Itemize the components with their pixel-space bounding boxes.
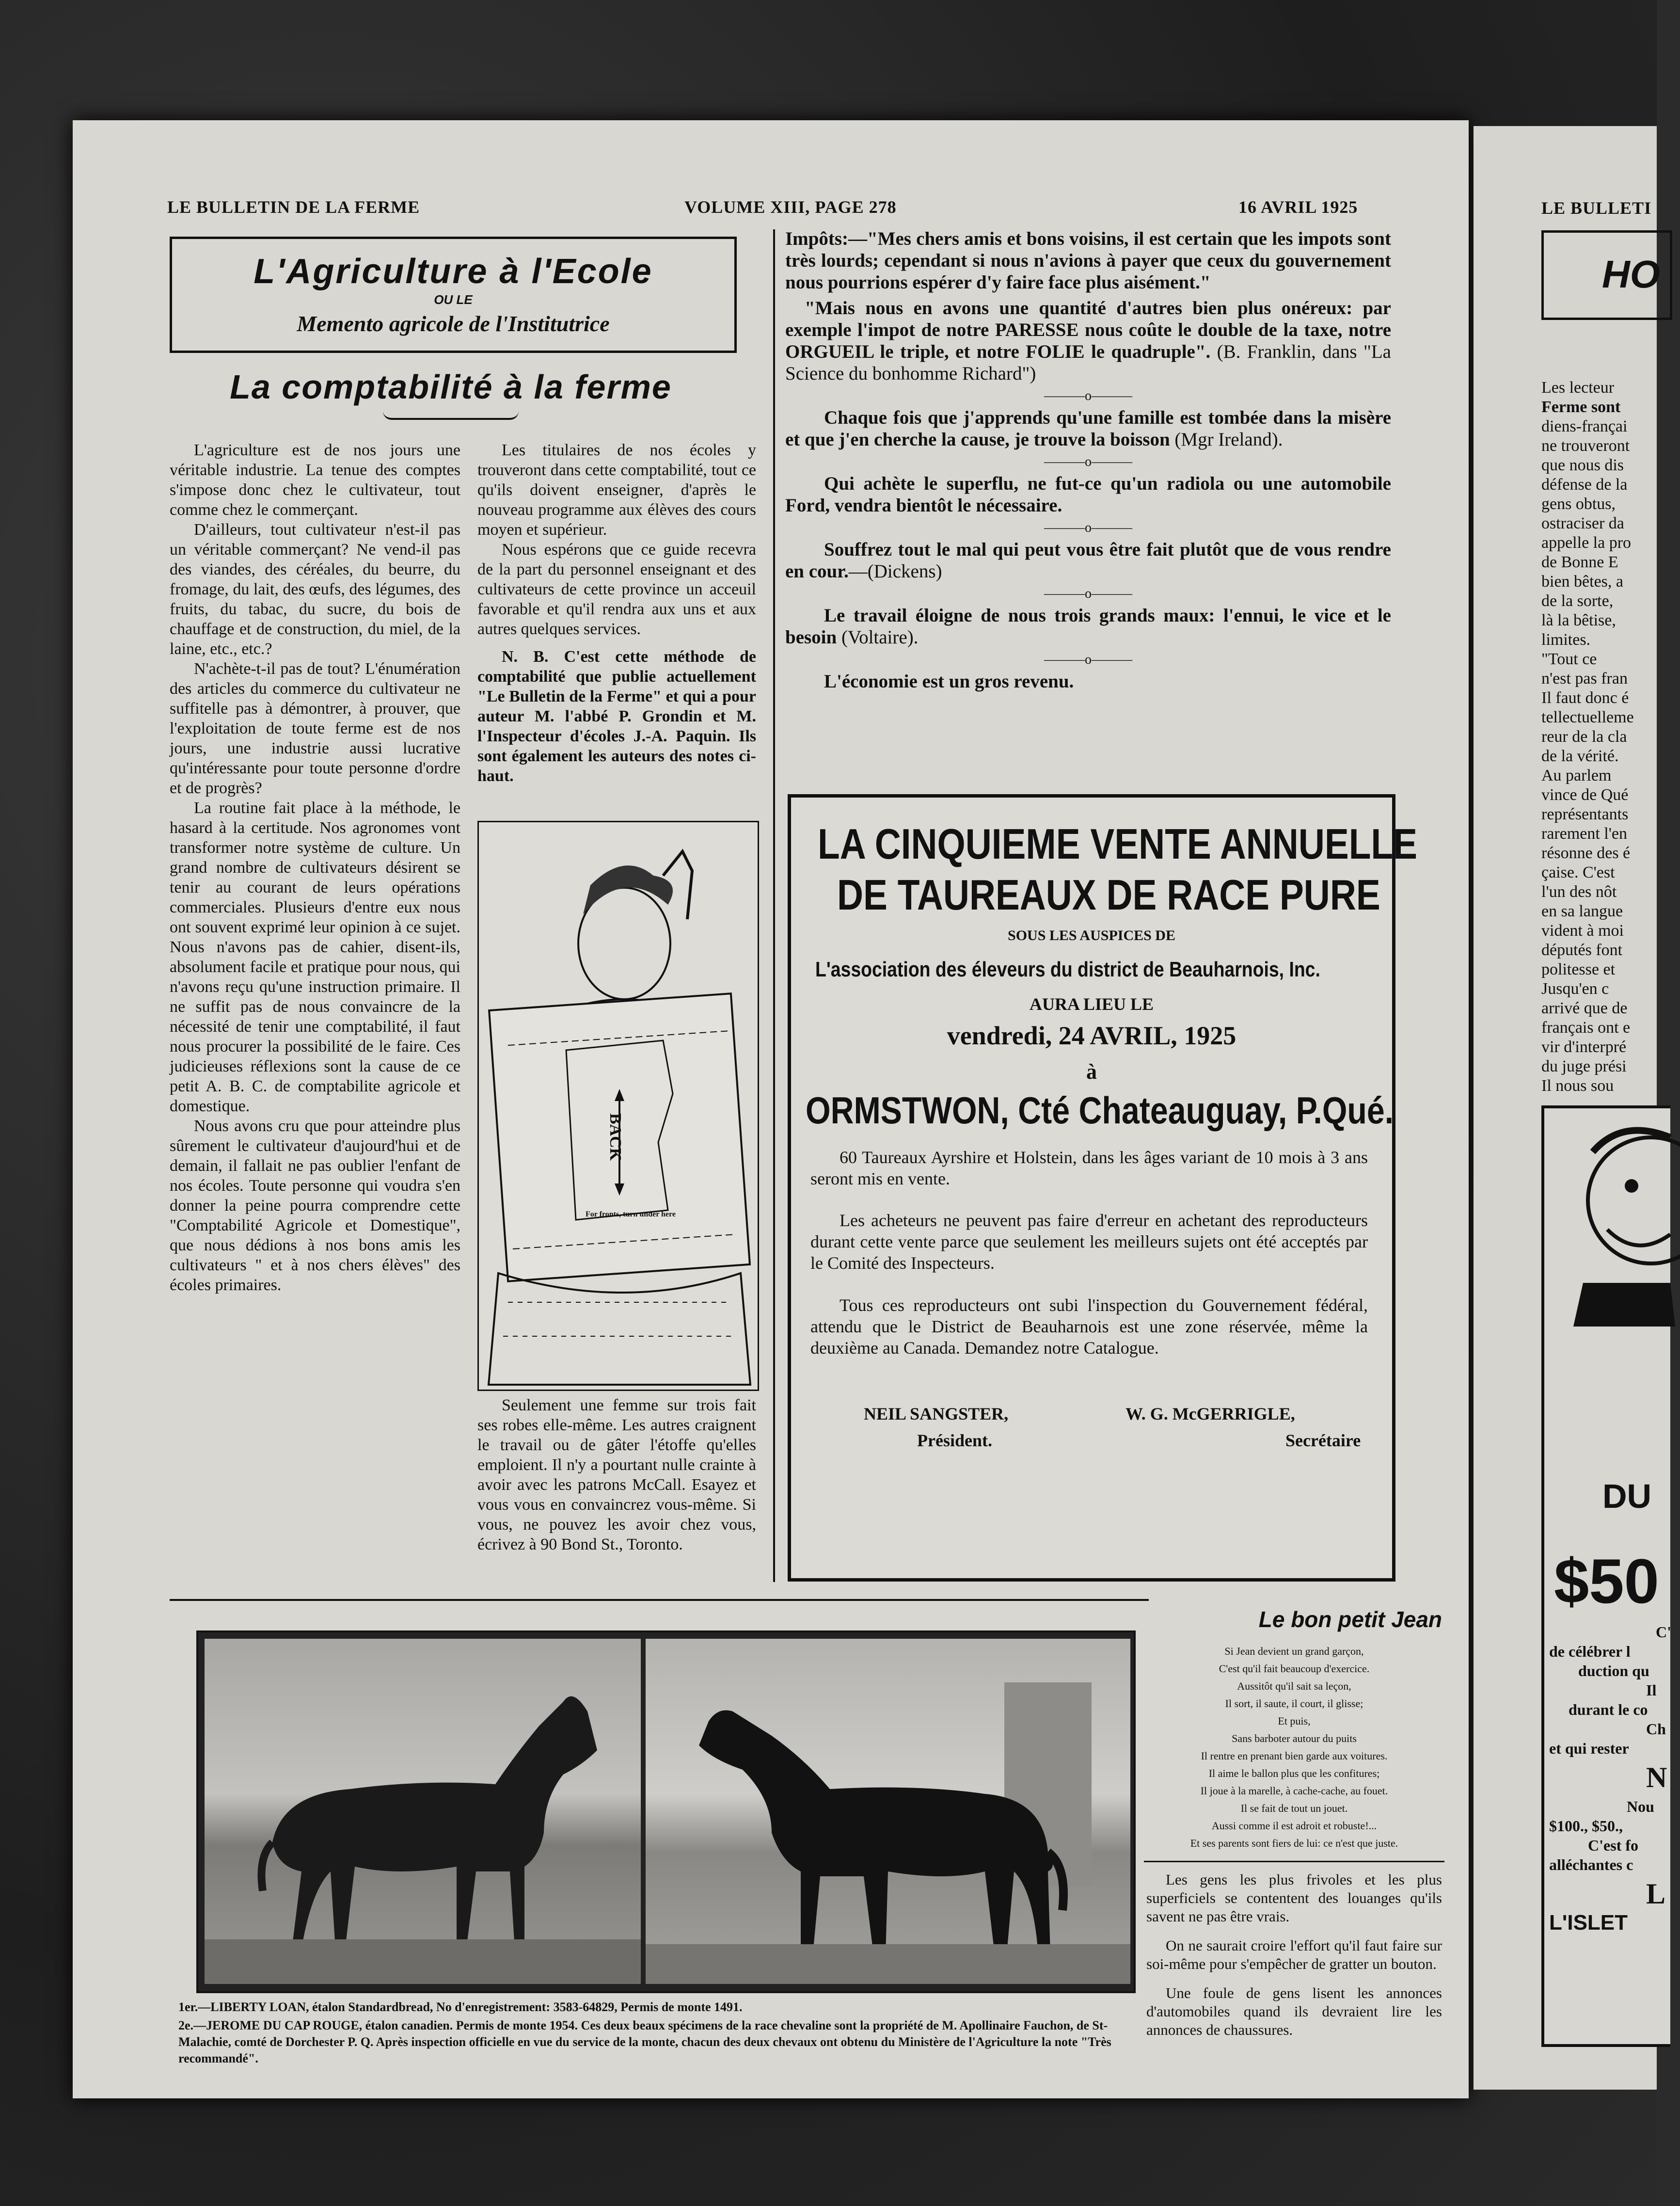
text-line: Nou — [1627, 1798, 1654, 1815]
horse-icon — [205, 1639, 641, 1984]
text-line: C' — [1656, 1623, 1671, 1641]
text-line: tellectuelleme — [1541, 708, 1634, 726]
text-line: de célébrer l — [1549, 1643, 1631, 1660]
text-line: du juge prési — [1541, 1057, 1627, 1075]
paragraph: N'achète-t-il pas de tout? L'énumération des articles du commerce du cultivateur ne suffitelle pas à démontrer, à prouver, que l'exploitation de toute ferme est de nos jours, une industrie aussi lucrative qu'intéressante pour toute personne d'ordre et de progrès? — [170, 660, 460, 797]
text-line: de Bonne E — [1541, 553, 1618, 571]
text-line: Au parlem — [1541, 767, 1612, 784]
text-line: en sa langue — [1541, 902, 1623, 920]
section-title: L'Agriculture à l'Ecole — [254, 252, 653, 291]
quote-5 — [785, 539, 1391, 582]
photo-caption-2: 2e.—JEROME DU CAP ROUGE, étalon canadien. Permis de monte 1954. Ces deux beaux spécimens de la race chevaline sont la propriété de M. Apollinaire Fauchon, de St-Malachie, comté de Dorchester P. Q. Après inspection officielle en vue du service de la monte, chacun des deux chevaux ont obtenu du Ministère de l'Agriculture la note "Très recommandé". — [178, 2018, 1111, 2065]
ad-aura-lieu: AURA LIEU LE — [1029, 994, 1154, 1014]
text-line: C'est fo — [1588, 1837, 1638, 1854]
text-line: Ch — [1646, 1720, 1666, 1738]
quote-6 — [785, 605, 1391, 648]
pattern-back-label: BACK — [606, 1113, 624, 1161]
poem-body — [1144, 1643, 1444, 1852]
paragraph: Nous espérons que ce guide recevra de la part du personnel enseignant et des cultivateurs de cette province un acceuil favorable et qu'il rendra aux uns et aux autres quelques services. — [477, 541, 756, 638]
title-ornament — [383, 411, 519, 420]
text-line: vident à moi — [1541, 922, 1624, 940]
paragraph: La routine fait place à la méthode, le hasard à la certitude. Nos agronomes vont transformer notre système de culture. Un grand nombre de cultivateurs désirent se tenir au courant de leurs opérations commerciales. Plusieurs d'entre eux nous ont souvent exprimé leur opinion à ce sujet. Nous n'avons pas de cahier, disent-ils, absolument facile et pratique pour nous, qui n'avons reçu qu'une instruction primaire. Il ne suffit pas de nous convaincre de la nécessité de tenir une comptabilité, il faut nous procurer la possibilité de le faire. Ces judicieuses réflexions sont la cause de ce petit A. B. C. de comptabilite agricole et domestique. — [170, 799, 460, 1115]
adjacent-ad — [1541, 1105, 1670, 2047]
quote-4 — [785, 473, 1391, 516]
text-line: bien bêtes, a — [1541, 573, 1623, 591]
ad-para-1: 60 Taureaux Ayrshire et Holstein, dans les âges variant de 10 mois à 3 ans seront mis en vente. — [810, 1148, 1368, 1188]
article-title: La comptabilité à la ferme — [230, 368, 672, 406]
poem-line: Aussi comme il est adroit et robuste!... — [1211, 1820, 1377, 1832]
text-line: L'ISLET — [1549, 1911, 1628, 1934]
text-line: que nous dis — [1541, 456, 1624, 474]
maxim: Les gens les plus frivoles et les plus superficiels se contentent des louanges qu'ils savent ne pas être vrais. — [1146, 1871, 1442, 1925]
text-line: Il faut donc é — [1541, 689, 1629, 707]
text-line: Il — [1646, 1681, 1657, 1699]
horse-icon — [646, 1639, 1130, 1984]
ad-signature-president-name: NEIL SANGSTER, — [864, 1404, 1009, 1423]
text-line: n'est pas fran — [1541, 670, 1628, 687]
ad-signature-secretary-name: W. G. McGERRIGLE, — [1125, 1404, 1295, 1423]
quote-bold: Chaque fois que j'apprends qu'une famille est tombée dans la misère et que j'en cherche la cause, je trouve la boisson — [785, 407, 1391, 450]
text-line: reur de la cla — [1541, 728, 1627, 746]
poem-line: Il rentre en prenant bien garde aux voitures. — [1201, 1750, 1388, 1762]
text-line: L — [1646, 1878, 1666, 1910]
poem-line: Aussitôt qu'il sait sa leçon, — [1237, 1680, 1351, 1692]
poem-line: Et puis, — [1278, 1715, 1311, 1727]
horse-photos-frame — [196, 1631, 1136, 1993]
text-line: de la vérité. — [1541, 747, 1619, 765]
text-line: là la bêtise, — [1541, 611, 1616, 629]
adjacent-ad-price: $50 — [1554, 1546, 1659, 1616]
header-right: 16 AVRIL 1925 — [1238, 197, 1358, 217]
quote-3 — [785, 407, 1391, 450]
quote-bold: Souffrez tout le mal qui peut vous être fait plutôt que de vous rendre en cour. — [785, 539, 1391, 582]
quote-source: (Mgr Ireland). — [1170, 429, 1283, 450]
text-line: "Tout ce — [1541, 650, 1597, 668]
newspaper-page — [73, 120, 1469, 2098]
ad-date: vendredi, 24 AVRIL, 1925 — [947, 1021, 1236, 1050]
section-rule — [170, 1599, 1149, 1601]
text-line: gens obtus, — [1541, 495, 1616, 513]
quote-bold: L'économie est un gros revenu. — [824, 671, 1074, 692]
poem-line: Il joue à la marelle, à cache-cache, au fouet. — [1200, 1785, 1388, 1797]
poem-line: Il sort, il saute, il court, il glisse; — [1225, 1697, 1363, 1710]
poem-rule — [1144, 1861, 1444, 1862]
separator: ———o——— — [1044, 652, 1132, 667]
ad-location: ORMSTWON, Cté Chateauguay, P.Qué. — [806, 1089, 1394, 1132]
text-line: diens-françai — [1541, 417, 1628, 435]
adjacent-column — [1541, 378, 1658, 1096]
text-line: rarement l'en — [1541, 825, 1627, 843]
text-line: français ont e — [1541, 1019, 1631, 1037]
pattern-note: For fronts, turn under here — [586, 1210, 676, 1218]
photo-caption-1: 1er.—LIBERTY LOAN, étalon Standardbread, No d'enregistrement: 3583-64829, Permis de monte 1491. — [178, 2000, 743, 2014]
quote-bold: Qui achète le superflu, ne fut-ce qu'un radiola ou une automobile Ford, vendra bientôt le nécessaire. — [785, 473, 1391, 516]
maxims — [1146, 1870, 1442, 2050]
text-line: appelle la pro — [1541, 534, 1632, 552]
text-line: de la sorte, — [1541, 592, 1614, 610]
text-line: Il nous sou — [1541, 1077, 1614, 1095]
vente-annuelle-ad — [788, 794, 1418, 1582]
poem-title: Le bon petit Jean — [1258, 1607, 1442, 1632]
ad-signature-president-title: Président. — [917, 1431, 992, 1450]
paragraph: D'ailleurs, tout cultivateur n'est-il pas un véritable commerçant? Ne vend-il pas des viandes, des céréales, du beurre, du fromage, du lait, des œufs, des légumes, des fruits, du tabac, du sucre, du bois de chauffage et de construction, du miel, de la laine, etc., etc.? — [170, 521, 460, 658]
adjacent-ad-du: DU — [1602, 1477, 1652, 1515]
maxim: Une foule de gens lisent les annonces d'automobiles quand ils devraient lire les annonces de chaussures. — [1146, 1984, 1442, 2038]
text-line: défense de la — [1541, 476, 1628, 494]
header-center: VOLUME XIII, PAGE 278 — [684, 197, 897, 217]
mccall-ad-text — [477, 1395, 756, 1554]
header-left: LE BULLETIN DE LA FERME — [167, 197, 420, 217]
quote-bold: Impôts:—"Mes chers amis et bons voisins, il est certain que les impots sont très lourds; cependant si nous n'avions à payer que ceux du gouvernement nous pourrions espérer d'y faire face plus aisément." — [785, 228, 1391, 293]
ad-headline-1: LA CINQUIEME VENTE ANNUELLE — [818, 820, 1418, 868]
text-line: et qui rester — [1549, 1740, 1629, 1757]
poem-line: C'est qu'il fait beaucoup d'exercice. — [1219, 1662, 1370, 1675]
ad-a: à — [1086, 1060, 1097, 1084]
section-subtitle: Memento agricole de l'Institutrice — [297, 311, 610, 336]
poem-line: Il se fait de tout un jouet. — [1240, 1802, 1348, 1814]
quote-bold: "Mais nous en avons une quantité d'autres bien plus onéreux: par exemple l'impot de notre PARESSE nous coûte le double de la taxe, notre ORGUEIL le triple, et notre FOLIE le quadruple". — [785, 298, 1391, 362]
cartoon-face-icon — [1554, 1123, 1680, 1327]
adjacent-page — [1474, 126, 1671, 2090]
text-line: Ferme sont — [1541, 398, 1621, 416]
separator: ———o——— — [1044, 520, 1132, 535]
text-line: députés font — [1541, 941, 1623, 959]
ad-para-3: Tous ces reproducteurs ont subi l'inspection du Gouvernement fédéral, attendu que le District de Beauharnois est une zone réservée, même la deuxième au Canada. Demandez notre Catalogue. — [810, 1295, 1368, 1358]
photo-liberty-loan — [203, 1637, 642, 1985]
separator: ———o——— — [1044, 388, 1132, 403]
nb-note: N. B. C'est cette méthode de comptabilité que publie actuellement "Le Bulletin de la Ferme" et qui a pour auteur M. l'abbé P. Grondin et M. l'Inspecteur d'écoles J.-A. Paquin. Ils sont également les auteurs des notes ci-haut. — [477, 648, 756, 785]
maxim: On ne saurait croire l'effort qu'il faut faire sur soi-même pour s'empêcher de gratter un bouton. — [1146, 1937, 1442, 1972]
text-line: ne trouveront — [1541, 437, 1630, 455]
poem-line: Sans barboter autour du puits — [1232, 1732, 1357, 1744]
quotes-column — [785, 228, 1391, 696]
quote-2 — [785, 297, 1391, 384]
article-column-2 — [477, 440, 756, 786]
adjacent-title: HO — [1602, 253, 1660, 296]
separator: ———o——— — [1044, 454, 1132, 469]
ad-signature-secretary-title: Secrétaire — [1285, 1431, 1361, 1450]
text-line: N — [1646, 1761, 1667, 1793]
text-line: durant le co — [1569, 1701, 1648, 1718]
ad-para-2: Les acheteurs ne peuvent pas faire d'erreur en achetant des reproducteurs durant cette vente parce que seulement les meilleurs sujets ont été acceptés par le Comité des Inspecteurs. — [810, 1211, 1368, 1273]
section-title-box — [170, 237, 737, 353]
separator: ———o——— — [1044, 586, 1132, 601]
text-line: çaise. C'est — [1541, 863, 1615, 881]
paragraph: Seulement une femme sur trois fait ses robes elle-même. Les autres craignent le travail ou de gâter l'étoffe qu'elles emploient. Il n'y a pourtant nulle crainte à avoir avec les patrons McCall. Esayez et vous vous en convaincrez vous-même. Si vous, ne pouvez les avoir chez vous, écrivez à 90 Bond St., Toronto. — [477, 1396, 756, 1553]
text-line: résonne des é — [1541, 844, 1631, 862]
seamstress-drawing — [479, 822, 758, 1390]
text-line: alléchantes c — [1549, 1856, 1633, 1873]
paragraph: Les titulaires de nos écoles y trouveront dans cette comptabilité, tout ce qu'ils doivent enseigner, d'après le nouveau programme aux élèves des cours moyen et supérieur. — [477, 441, 756, 539]
poem-line: Et ses parents sont fiers de lui: ce n'est que juste. — [1190, 1837, 1398, 1849]
text-line: vince de Qué — [1541, 786, 1629, 804]
quote-1 — [785, 228, 1391, 293]
article-column-1 — [170, 440, 460, 1295]
column-rule — [773, 229, 775, 1582]
text-line: vir d'interpré — [1541, 1038, 1627, 1056]
text-line: Jusqu'en c — [1541, 980, 1609, 998]
adjacent-header: LE BULLETI — [1541, 198, 1652, 218]
ad-association: L'association des éleveurs du district de Beauharnois, Inc. — [815, 958, 1320, 981]
quote-source: (Voltaire). — [837, 627, 919, 648]
photo-jerome-du-cap-rouge — [644, 1637, 1132, 1985]
text-line: politesse et — [1541, 960, 1616, 978]
quote-7 — [785, 671, 1391, 692]
quote-bold: Le travail éloigne de nous trois grands maux: l'ennui, le vice et le besoin — [785, 605, 1391, 648]
adjacent-ad-text — [1549, 1622, 1671, 1933]
text-line: duction qu — [1578, 1662, 1649, 1679]
text-line: $100., $50., — [1549, 1817, 1623, 1835]
poem-line: Il aime le ballon plus que les confitures; — [1208, 1767, 1380, 1779]
ad-auspices: SOUS LES AUSPICES DE — [1008, 927, 1175, 943]
adjacent-title-box — [1541, 230, 1672, 320]
text-line: ostraciser da — [1541, 514, 1624, 532]
text-line: représentants — [1541, 805, 1629, 823]
paragraph: Nous avons cru que pour atteindre plus sûrement le cultivateur d'aujourd'hui et de demain, il fallait ne pas oublier l'enfant de nos écoles. Toute personne qui voudra s'en donner la peine pourra comprendre cette "Comptabilité Agricole et Domestique", que nous dédions à nos bons amis les cultivateurs " et à nos chers élèves" des écoles primaires. — [170, 1117, 460, 1294]
poem-line: Si Jean devient un grand garçon, — [1224, 1645, 1364, 1657]
quote-source: —(Dickens) — [848, 561, 942, 582]
text-line: Les lecteur — [1541, 379, 1615, 397]
text-line: limites. — [1541, 631, 1591, 649]
text-line: arrivé que de — [1541, 999, 1628, 1017]
section-subtitle-ou: OU LE — [434, 292, 473, 307]
quote-source: (B. Franklin, dans "La Science du bonhomme Richard") — [785, 341, 1391, 384]
paragraph: L'agriculture est de nos jours une véritable industrie. La tenue des comptes s'impose donc chez le cultivateur, tout comme chez le commerçant. — [170, 441, 460, 519]
text-line: l'un des nôt — [1541, 883, 1617, 901]
ad-headline-2: DE TAUREAUX DE RACE PURE — [837, 871, 1380, 919]
mccall-illustration — [477, 821, 759, 1391]
